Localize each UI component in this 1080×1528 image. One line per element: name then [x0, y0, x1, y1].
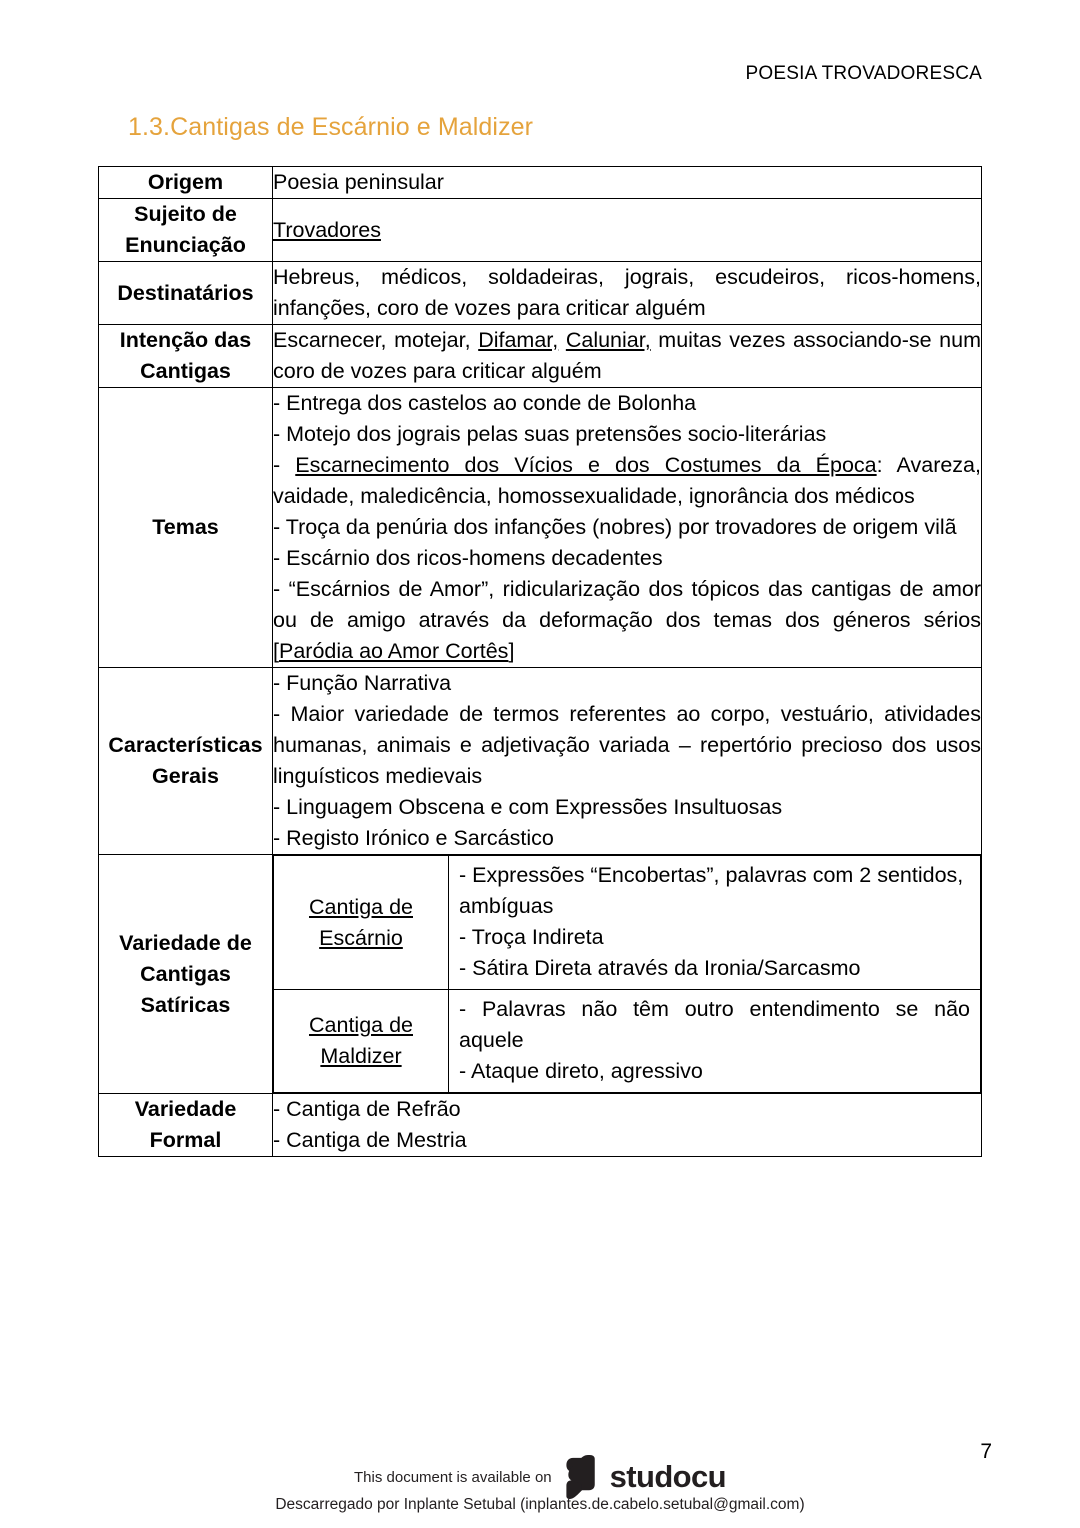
row-content-variedade-formal	[273, 1094, 982, 1157]
sub-content-cantiga-escarnio	[449, 856, 981, 990]
content-line: - Sátira Direta através da Ironia/Sarcasmo	[459, 956, 861, 980]
subtable-row-maldizer	[274, 990, 981, 1093]
row-content-origem	[273, 167, 982, 199]
row-content-sujeito-enunciacao	[273, 199, 982, 262]
content-part	[558, 328, 566, 352]
studocu-logo	[566, 1455, 726, 1499]
downloaded-by-text: Descarregado por Inplante Setubal (inplantes.de.cabelo.setubal@gmail.com)	[275, 1496, 805, 1513]
label-line: Sujeito de	[134, 202, 237, 226]
label-line: Formal	[149, 1128, 222, 1152]
row-label-variedade-formal	[99, 1094, 273, 1157]
content-underlined: Escarnecimento dos Vícios e dos Costumes da Época	[295, 453, 877, 477]
content-line: - Maior variedade de termos referentes ao corpo, vestuário, atividades humanas, animais e adjetivação variada – repertório precioso dos usos linguísticos medievais	[273, 702, 981, 788]
table-row	[99, 325, 982, 388]
nested-subtable	[273, 855, 981, 1093]
sub-label-line: Cantiga de	[309, 894, 413, 919]
content-line: - Entrega dos castelos ao conde de Bolonha	[273, 391, 697, 415]
row-label-destinatarios: Destinatários	[99, 262, 273, 325]
row-content-destinatarios: Hebreus, médicos, soldadeiras, jograis, escudeiros, ricos-homens, infanções, coro de vozes para criticar alguém	[273, 262, 982, 325]
content-part: : Avareza, vaidade, maledicência, homossexualidade, ignorância dos médicos	[273, 453, 981, 508]
studocu-availability-banner	[0, 1455, 1080, 1499]
content-part: ]	[508, 639, 515, 663]
row-content-intencao-cantigas	[273, 325, 982, 388]
content-line: - Troça Indireta	[459, 925, 604, 949]
studocu-wordmark: studocu	[609, 1459, 726, 1494]
row-label-temas: Temas	[99, 388, 273, 668]
table-row	[99, 855, 982, 1094]
label-line: Gerais	[152, 764, 219, 788]
label-line: Características	[108, 733, 263, 757]
page-title: 1.3.Cantigas de Escárnio e Maldizer	[128, 113, 534, 141]
content-underlined: Difamar,	[478, 328, 559, 352]
sub-label-line: Escárnio	[319, 925, 403, 950]
content-line: - Linguagem Obscena e com Expressões Insultuosas	[273, 795, 783, 819]
content-line: - Cantiga de Mestria	[273, 1128, 467, 1152]
label-line: Variedade	[134, 1097, 237, 1121]
content-line	[273, 450, 981, 512]
available-on-text: This document is available on	[354, 1468, 552, 1486]
row-content-temas	[273, 388, 982, 668]
row-label-sujeito-enunciacao	[99, 199, 273, 262]
label-line: Enunciação	[125, 233, 246, 257]
sub-content-cantiga-maldizer	[449, 990, 981, 1093]
table-row	[99, 167, 982, 199]
row-label-intencao-cantigas	[99, 325, 273, 388]
label-line: Cantigas	[140, 359, 231, 383]
label-line: Cantigas	[140, 961, 231, 986]
content-line: - Cantiga de Refrão	[273, 1097, 461, 1121]
content-part: muitas vezes associando-se num coro de vozes para criticar alguém	[273, 328, 982, 383]
row-content-caracteristicas-gerais	[273, 668, 982, 855]
running-header: POESIA TROVADORESCA	[745, 63, 982, 84]
content-line	[273, 574, 981, 667]
studocu-mark-icon	[566, 1455, 601, 1499]
row-label-origem: Origem	[99, 167, 273, 199]
content-line: - Palavras não têm outro entendimento se não aquele	[459, 997, 970, 1052]
sub-label-line: Maldizer	[320, 1044, 402, 1068]
row-label-caracteristicas-gerais	[99, 668, 273, 855]
subtable-row-escarnio	[274, 856, 981, 990]
table-row	[99, 1094, 982, 1157]
content-part: - “Escárnios de Amor”, ridicularização dos tópicos das cantigas de amor ou de amigo através da deformação dos temas dos géneros sérios [	[273, 577, 981, 663]
table-row	[99, 388, 982, 668]
sub-label-cantiga-escarnio	[274, 856, 449, 990]
content-part: -	[273, 453, 296, 477]
sub-label-cantiga-maldizer	[274, 990, 449, 1093]
sub-label-line: Cantiga de	[309, 1013, 413, 1037]
label-line: Satíricas	[140, 992, 231, 1017]
content-line: Poesia peninsular	[273, 170, 444, 194]
row-label-variedade-cantigas-satiricas	[99, 855, 273, 1094]
content-line: - Expressões “Encobertas”, palavras com 2 sentidos, ambíguas	[459, 863, 964, 918]
nested-subtable-wrapper	[273, 855, 982, 1094]
table-row	[99, 262, 982, 325]
label-line: Variedade de	[119, 930, 252, 955]
poesia-trovadoresca-table	[98, 166, 982, 1157]
table-row	[99, 199, 982, 262]
content-underlined: Trovadores	[273, 217, 381, 242]
label-line: Intenção das	[119, 328, 252, 352]
content-underlined: Caluniar,	[565, 328, 651, 352]
content-line: - Motejo dos jograis pelas suas pretensões socio-literárias	[273, 422, 827, 446]
content-line: - Função Narrativa	[273, 671, 452, 695]
content-underlined: Paródia ao Amor Cortês	[278, 639, 509, 663]
content-line: - Registo Irónico e Sarcástico	[273, 826, 554, 850]
page-number: 7	[980, 1440, 992, 1463]
content-line: - Troça da penúria dos infanções (nobres) por trovadores de origem vilã	[273, 515, 957, 539]
content-line: - Ataque direto, agressivo	[459, 1059, 703, 1083]
content-part: Escarnecer, motejar,	[273, 328, 479, 352]
content-line: - Escárnio dos ricos-homens decadentes	[273, 546, 663, 570]
table-row	[99, 668, 982, 855]
